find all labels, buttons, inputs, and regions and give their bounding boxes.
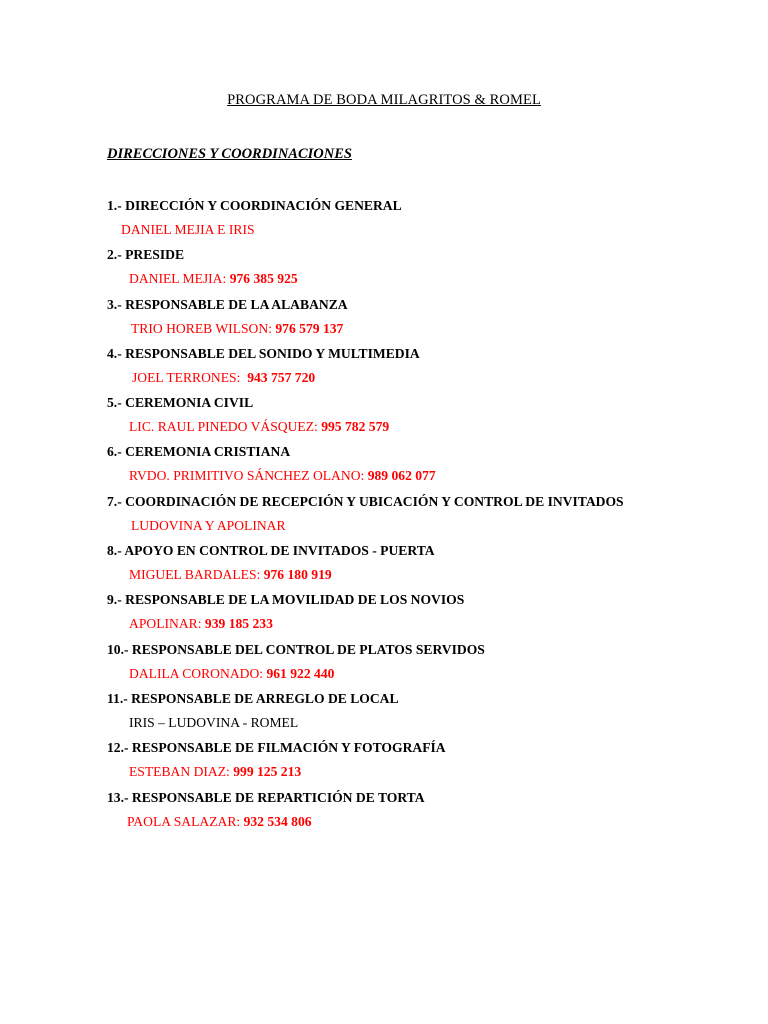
item-title: 13.- RESPONSABLE DE REPARTICIÓN DE TORTA — [107, 789, 425, 805]
list-item — [107, 344, 747, 393]
list-item — [107, 640, 747, 689]
list-item — [107, 442, 747, 491]
item-assignee — [107, 713, 747, 733]
list-item — [107, 738, 747, 787]
item-assignee — [107, 516, 747, 536]
item-title: 2.- PRESIDE — [107, 247, 185, 263]
assignee-name: JOEL TERRONES: — [132, 369, 248, 385]
item-title: 8.- APOYO EN CONTROL DE INVITADOS - PUERTA — [107, 543, 435, 559]
item-assignee — [107, 417, 747, 437]
assignee-phone: 976 180 919 — [263, 567, 332, 583]
assignee-phone: 932 534 806 — [243, 813, 312, 829]
assignee-phone: 976 579 137 — [275, 320, 344, 336]
item-title: 5.- CEREMONIA CIVIL — [107, 395, 254, 411]
assignee-name: DANIEL MEJIA E IRIS — [121, 222, 255, 237]
assignee-phone: 961 922 440 — [266, 665, 335, 681]
assignee-phone: 976 385 925 — [229, 271, 298, 287]
assignee-phone: 989 062 077 — [367, 468, 436, 484]
item-title: 4.- RESPONSABLE DEL SONIDO Y MULTIMEDIA — [107, 345, 420, 361]
assignee-name: APOLINAR: — [129, 616, 205, 632]
item-assignee — [107, 664, 747, 684]
list-item — [107, 590, 747, 639]
document-title: PROGRAMA DE BODA MILAGRITOS & ROMEL — [227, 92, 541, 108]
item-assignee — [107, 368, 747, 388]
assignee-name: PAOLA SALAZAR: — [127, 813, 244, 829]
assignee-name: LUDOVINA Y APOLINAR — [131, 517, 286, 533]
assignee-name: DANIEL MEJIA: — [129, 271, 230, 287]
assignee-name: LIC. RAUL PINEDO VÁSQUEZ: — [129, 419, 322, 435]
list-item — [107, 689, 747, 738]
item-title: 3.- RESPONSABLE DE LA ALABANZA — [107, 296, 348, 312]
assignee-name: ESTEBAN DIAZ: — [129, 764, 234, 780]
item-title: 11.- RESPONSABLE DE ARREGLO DE LOCAL — [107, 690, 399, 706]
assignee-name: TRIO HOREB WILSON: — [131, 320, 276, 336]
list-item — [107, 788, 747, 837]
item-assignee — [107, 466, 747, 486]
section-title: DIRECCIONES Y COORDINACIONES — [107, 146, 352, 162]
item-assignee — [107, 812, 747, 832]
item-assignee — [107, 565, 747, 585]
list-item — [107, 541, 747, 590]
assignee-name: DALILA CORONADO: — [129, 665, 267, 681]
assignee-name: RVDO. PRIMITIVO SÁNCHEZ OLANO: — [129, 468, 368, 484]
item-title: 1.- DIRECCIÓN Y COORDINACIÓN GENERAL — [107, 198, 402, 213]
assignee-phone: 999 125 213 — [233, 764, 302, 780]
assignee-phone: 939 185 233 — [204, 616, 273, 632]
item-title: 10.- RESPONSABLE DEL CONTROL DE PLATOS SERVIDOS — [107, 641, 485, 657]
list-item — [107, 393, 747, 442]
list-item — [107, 492, 747, 541]
list-item — [107, 196, 747, 245]
item-assignee — [107, 614, 747, 634]
assignee-name: MIGUEL BARDALES: — [129, 567, 264, 583]
assignee-phone: 995 782 579 — [321, 419, 390, 435]
item-assignee — [107, 269, 747, 289]
responsibility-list — [107, 196, 747, 837]
assignee-name: IRIS – LUDOVINA - ROMEL — [129, 714, 299, 730]
item-assignee — [107, 319, 747, 339]
item-title: 7.- COORDINACIÓN DE RECEPCIÓN Y UBICACIÓN Y CONTROL DE INVITADOS — [107, 493, 624, 509]
item-assignee — [107, 762, 747, 782]
list-item — [107, 245, 747, 294]
item-title: 9.- RESPONSABLE DE LA MOVILIDAD DE LOS NOVIOS — [107, 592, 465, 608]
assignee-phone: 943 757 720 — [247, 369, 316, 385]
item-assignee — [107, 220, 747, 240]
item-title: 12.- RESPONSABLE DE FILMACIÓN Y FOTOGRAFÍA — [107, 740, 446, 756]
item-title: 6.- CEREMONIA CRISTIANA — [107, 444, 291, 460]
list-item — [107, 295, 747, 344]
